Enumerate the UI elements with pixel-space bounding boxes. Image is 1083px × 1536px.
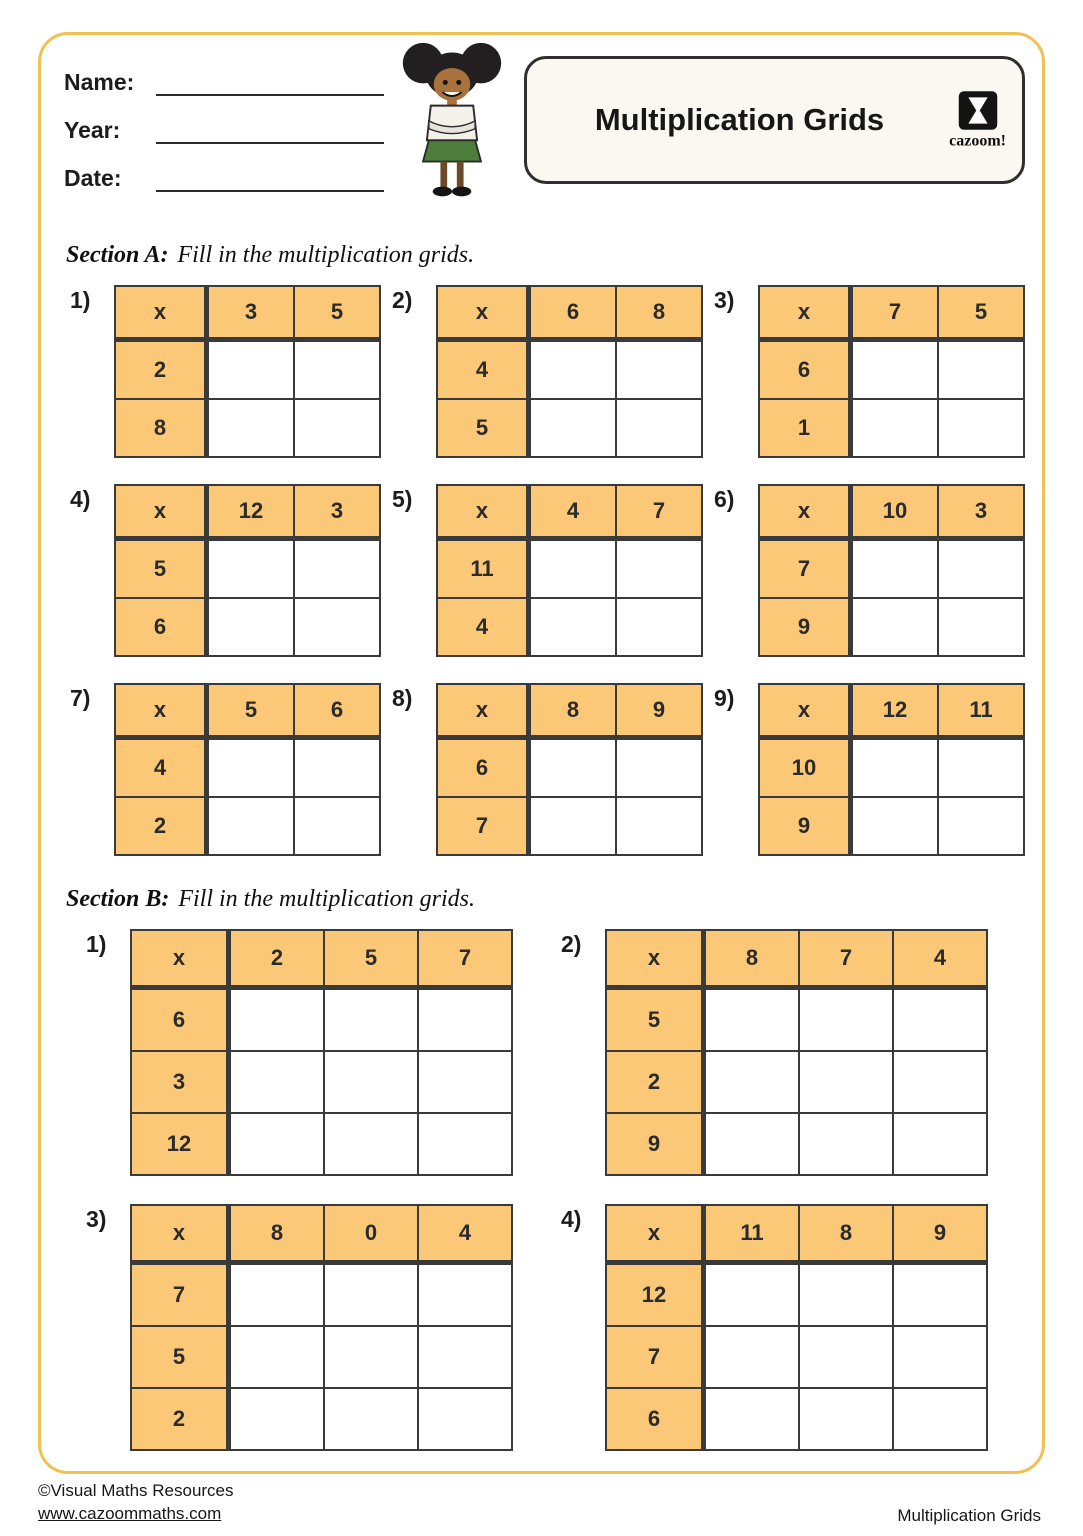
answer-cell <box>229 988 325 1052</box>
col-header-cell: 3 <box>294 485 380 539</box>
page-title: Multiplication Grids <box>594 102 885 137</box>
row-header-cell: 5 <box>437 399 529 457</box>
col-header-cell: 7 <box>851 286 939 340</box>
row-header-cell: 9 <box>759 797 851 855</box>
grid-a9 <box>714 683 1036 856</box>
col-header-cell: 5 <box>938 286 1024 340</box>
answer-cell <box>324 1113 418 1175</box>
grid-number: 1) <box>86 931 107 957</box>
cazoom-logo-icon <box>956 90 1000 132</box>
answer-cell <box>529 340 617 400</box>
answer-cell <box>893 988 987 1052</box>
col-header-cell: 3 <box>938 485 1024 539</box>
answer-cell <box>616 738 702 798</box>
answer-cell <box>207 340 295 400</box>
operator-cell: x <box>131 930 229 988</box>
answer-cell <box>851 539 939 599</box>
grid-number: 6) <box>714 486 735 512</box>
col-header-cell: 0 <box>324 1205 418 1263</box>
multiplication-grid <box>114 285 381 458</box>
answer-cell <box>324 1263 418 1327</box>
grid-number: 8) <box>392 685 413 711</box>
answer-cell <box>418 1326 512 1388</box>
answer-cell <box>851 598 939 656</box>
copyright-text: ©Visual Maths Resources <box>38 1481 234 1501</box>
answer-cell <box>418 1263 512 1327</box>
col-header-cell: 6 <box>294 684 380 738</box>
col-header-cell: 4 <box>893 930 987 988</box>
multiplication-grid <box>758 683 1025 856</box>
row-header-cell: 6 <box>759 340 851 400</box>
row-header-cell: 2 <box>115 797 207 855</box>
answer-cell <box>704 1263 800 1327</box>
row-header-cell: 6 <box>115 598 207 656</box>
answer-cell <box>938 797 1024 855</box>
answer-cell <box>229 1051 325 1113</box>
grid-a8 <box>392 683 714 856</box>
row-header-cell: 4 <box>115 738 207 798</box>
answer-cell <box>616 399 702 457</box>
answer-cell <box>207 797 295 855</box>
multiplication-grid <box>114 683 381 856</box>
operator-cell: x <box>437 684 529 738</box>
answer-cell <box>324 988 418 1052</box>
row-header-cell: 6 <box>131 988 229 1052</box>
row-header-cell: 6 <box>437 738 529 798</box>
answer-cell <box>938 340 1024 400</box>
col-header-cell: 8 <box>616 286 702 340</box>
row-header-cell: 5 <box>131 1326 229 1388</box>
answer-cell <box>893 1113 987 1175</box>
row-header-cell: 4 <box>437 598 529 656</box>
answer-cell <box>324 1326 418 1388</box>
answer-cell <box>851 340 939 400</box>
row-header-cell: 10 <box>759 738 851 798</box>
col-header-cell: 9 <box>616 684 702 738</box>
col-header-cell: 8 <box>704 930 800 988</box>
answer-cell <box>294 399 380 457</box>
name-label: Name: <box>64 69 135 95</box>
section-b-instruction: Fill in the multiplication grids. <box>178 886 476 912</box>
multiplication-grid <box>130 929 513 1176</box>
row-header-cell: 7 <box>759 539 851 599</box>
section-b-heading <box>66 886 1083 913</box>
multiplication-grid <box>436 484 703 657</box>
col-header-cell: 9 <box>893 1205 987 1263</box>
operator-cell: x <box>759 485 851 539</box>
grid-b2 <box>561 929 1036 1176</box>
multiplication-grid <box>436 285 703 458</box>
grid-b1 <box>86 929 561 1176</box>
answer-cell <box>851 797 939 855</box>
grid-a7 <box>70 683 392 856</box>
operator-cell: x <box>437 485 529 539</box>
row-header-cell: 9 <box>759 598 851 656</box>
row-header-cell: 2 <box>606 1051 704 1113</box>
answer-cell <box>207 598 295 656</box>
col-header-cell: 12 <box>207 485 295 539</box>
grid-a5 <box>392 484 714 657</box>
section-a-label: Section A: <box>66 242 169 268</box>
operator-cell: x <box>115 286 207 340</box>
operator-cell: x <box>759 684 851 738</box>
answer-cell <box>799 1326 893 1388</box>
answer-cell <box>799 988 893 1052</box>
row-header-cell: 12 <box>606 1263 704 1327</box>
grid-a6 <box>714 484 1036 657</box>
section-b-grids <box>86 929 1083 1451</box>
col-header-cell: 11 <box>704 1205 800 1263</box>
col-header-cell: 11 <box>938 684 1024 738</box>
grid-a2 <box>392 285 714 458</box>
operator-cell: x <box>115 684 207 738</box>
multiplication-grid <box>130 1204 513 1451</box>
row-header-cell: 1 <box>759 399 851 457</box>
answer-cell <box>704 1388 800 1450</box>
grid-number: 1) <box>70 287 91 313</box>
operator-cell: x <box>437 286 529 340</box>
grid-number: 7) <box>70 685 91 711</box>
answer-cell <box>799 1113 893 1175</box>
grid-a4 <box>70 484 392 657</box>
answer-cell <box>893 1326 987 1388</box>
answer-cell <box>418 1388 512 1450</box>
answer-cell <box>418 1051 512 1113</box>
answer-cell <box>529 598 617 656</box>
grid-number: 4) <box>70 486 91 512</box>
answer-cell <box>529 399 617 457</box>
grid-a1 <box>70 285 392 458</box>
operator-cell: x <box>131 1205 229 1263</box>
row-header-cell: 3 <box>131 1051 229 1113</box>
row-header-cell: 6 <box>606 1388 704 1450</box>
answer-cell <box>529 539 617 599</box>
multiplication-grid <box>436 683 703 856</box>
operator-cell: x <box>606 930 704 988</box>
col-header-cell: 4 <box>418 1205 512 1263</box>
answer-cell <box>324 1051 418 1113</box>
answer-cell <box>294 598 380 656</box>
row-header-cell: 5 <box>606 988 704 1052</box>
multiplication-grid <box>758 285 1025 458</box>
name-line <box>156 68 384 96</box>
row-header-cell: 7 <box>131 1263 229 1327</box>
answer-cell <box>529 738 617 798</box>
col-header-cell: 6 <box>529 286 617 340</box>
multiplication-grid <box>605 929 988 1176</box>
answer-cell <box>529 797 617 855</box>
answer-cell <box>893 1388 987 1450</box>
col-header-cell: 12 <box>851 684 939 738</box>
answer-cell <box>616 598 702 656</box>
website-link[interactable]: www.cazoommaths.com <box>38 1504 222 1524</box>
year-line <box>156 116 384 144</box>
date-line <box>156 164 384 192</box>
row-header-cell: 7 <box>606 1326 704 1388</box>
col-header-cell: 10 <box>851 485 939 539</box>
grid-number: 5) <box>392 486 413 512</box>
footer-doc-title: Multiplication Grids <box>897 1506 1041 1525</box>
operator-cell: x <box>606 1205 704 1263</box>
grid-number: 9) <box>714 685 735 711</box>
answer-cell <box>229 1388 325 1450</box>
answer-cell <box>294 539 380 599</box>
col-header-cell: 8 <box>799 1205 893 1263</box>
row-header-cell: 2 <box>131 1388 229 1450</box>
operator-cell: x <box>115 485 207 539</box>
row-header-cell: 11 <box>437 539 529 599</box>
grid-number: 3) <box>714 287 735 313</box>
col-header-cell: 7 <box>799 930 893 988</box>
section-a-instruction: Fill in the multiplication grids. <box>177 242 475 268</box>
answer-cell <box>938 399 1024 457</box>
multiplication-grid <box>758 484 1025 657</box>
grid-number: 4) <box>561 1206 582 1232</box>
answer-cell <box>704 988 800 1052</box>
row-header-cell: 8 <box>115 399 207 457</box>
col-header-cell: 5 <box>324 930 418 988</box>
grid-number: 2) <box>392 287 413 313</box>
answer-cell <box>799 1263 893 1327</box>
row-header-cell: 4 <box>437 340 529 400</box>
multiplication-grid <box>114 484 381 657</box>
answer-cell <box>616 340 702 400</box>
answer-cell <box>938 738 1024 798</box>
section-b-label: Section B: <box>66 886 170 912</box>
row-header-cell: 9 <box>606 1113 704 1175</box>
answer-cell <box>704 1326 800 1388</box>
answer-cell <box>207 399 295 457</box>
answer-cell <box>704 1113 800 1175</box>
section-a-heading <box>66 242 1083 269</box>
answer-cell <box>229 1326 325 1388</box>
student-info-block <box>64 56 394 212</box>
answer-cell <box>799 1051 893 1113</box>
answer-cell <box>893 1263 987 1327</box>
answer-cell <box>294 738 380 798</box>
answer-cell <box>616 797 702 855</box>
grid-a3 <box>714 285 1036 458</box>
grid-number: 2) <box>561 931 582 957</box>
answer-cell <box>616 539 702 599</box>
answer-cell <box>418 988 512 1052</box>
student-character-illustration <box>394 40 510 209</box>
grid-number: 3) <box>86 1206 107 1232</box>
page-footer <box>38 1480 1041 1526</box>
year-label: Year: <box>64 117 121 143</box>
date-label: Date: <box>64 165 122 191</box>
worksheet-header <box>64 56 1025 212</box>
answer-cell <box>704 1051 800 1113</box>
answer-cell <box>938 598 1024 656</box>
answer-cell <box>324 1388 418 1450</box>
col-header-cell: 4 <box>529 485 617 539</box>
section-a-grids <box>70 285 1083 856</box>
col-header-cell: 7 <box>418 930 512 988</box>
operator-cell: x <box>759 286 851 340</box>
row-header-cell: 12 <box>131 1113 229 1175</box>
grid-b3 <box>86 1204 561 1451</box>
answer-cell <box>893 1051 987 1113</box>
answer-cell <box>851 399 939 457</box>
col-header-cell: 5 <box>294 286 380 340</box>
col-header-cell: 2 <box>229 930 325 988</box>
answer-cell <box>207 539 295 599</box>
title-box <box>524 56 1025 184</box>
grid-b4 <box>561 1204 1036 1451</box>
answer-cell <box>207 738 295 798</box>
col-header-cell: 7 <box>616 485 702 539</box>
col-header-cell: 3 <box>207 286 295 340</box>
answer-cell <box>418 1113 512 1175</box>
answer-cell <box>229 1263 325 1327</box>
answer-cell <box>294 340 380 400</box>
row-header-cell: 5 <box>115 539 207 599</box>
cazoom-logo-text: cazoom! <box>949 132 1006 150</box>
cazoom-logo <box>949 90 1006 151</box>
row-header-cell: 2 <box>115 340 207 400</box>
col-header-cell: 8 <box>229 1205 325 1263</box>
answer-cell <box>799 1388 893 1450</box>
answer-cell <box>851 738 939 798</box>
col-header-cell: 8 <box>529 684 617 738</box>
answer-cell <box>229 1113 325 1175</box>
answer-cell <box>938 539 1024 599</box>
answer-cell <box>294 797 380 855</box>
row-header-cell: 7 <box>437 797 529 855</box>
col-header-cell: 5 <box>207 684 295 738</box>
multiplication-grid <box>605 1204 988 1451</box>
